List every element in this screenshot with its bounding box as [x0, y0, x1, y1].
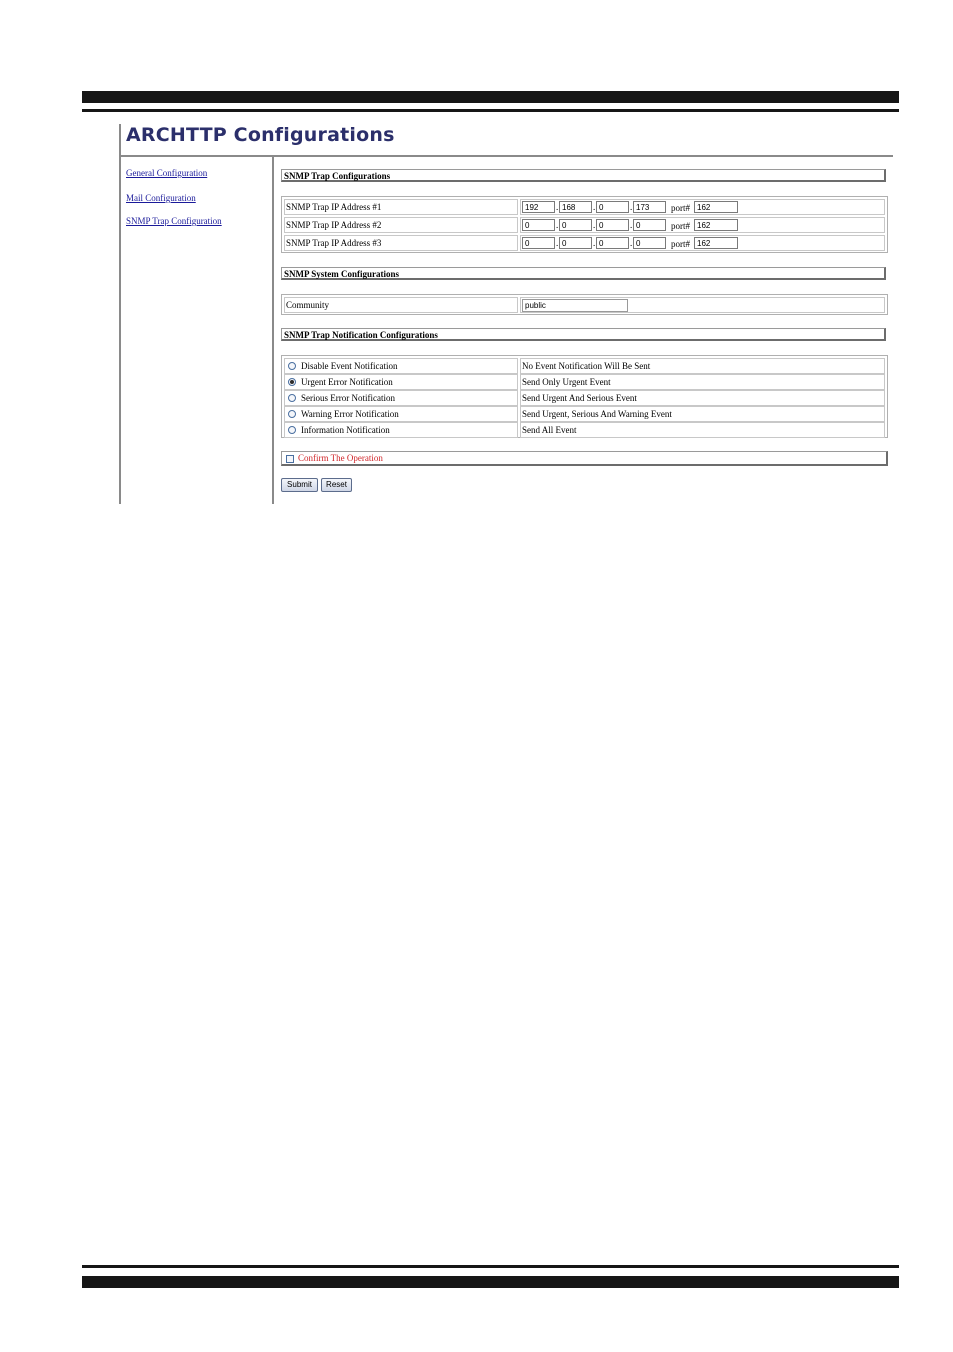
top-rule-thick — [82, 91, 899, 103]
frame-title-divider — [119, 155, 893, 157]
section-header-snmp-system: SNMP System Configurations — [281, 267, 886, 280]
trap-3-ip-octet-2[interactable]: 0 — [559, 237, 592, 249]
ip-separator: . — [593, 202, 596, 212]
notification-option[interactable] — [284, 390, 885, 406]
port-label: port# — [671, 221, 690, 231]
top-rule-thin — [82, 109, 899, 112]
trap-2-port-input[interactable]: 162 — [694, 219, 738, 231]
page-title: ARCHTTP Configurations — [126, 124, 395, 146]
radio-serious-error-notification[interactable] — [288, 394, 296, 402]
ip-separator: . — [630, 202, 633, 212]
ip-separator: . — [630, 238, 633, 248]
confirm-operation-row — [281, 451, 888, 466]
ip-separator: . — [556, 220, 559, 230]
community-label: Community — [284, 297, 518, 313]
trap-row-label: SNMP Trap IP Address #1 — [284, 199, 518, 215]
snmp-system-table — [281, 294, 888, 315]
ip-separator: . — [556, 238, 559, 248]
frame-nav-divider — [272, 156, 274, 504]
notification-option[interactable] — [284, 374, 885, 390]
trap-2-ip-octet-2[interactable]: 0 — [559, 219, 592, 231]
section-header-snmp-trap: SNMP Trap Configurations — [281, 169, 886, 182]
trap-1-ip-octet-4[interactable]: 173 — [633, 201, 666, 213]
trap-row-label: SNMP Trap IP Address #2 — [284, 217, 518, 233]
bottom-rule-thick — [82, 1276, 899, 1288]
notification-option-description: Send Urgent And Serious Event — [520, 390, 885, 406]
notification-option-label: Urgent Error Notification — [301, 377, 393, 387]
trap-row-ip-cell — [520, 217, 885, 233]
trap-3-ip-octet-3[interactable]: 0 — [596, 237, 629, 249]
community-row — [284, 297, 885, 313]
notification-option-description: No Event Notification Will Be Sent — [520, 358, 885, 374]
trap-row-1 — [284, 199, 885, 215]
submit-button[interactable]: Submit — [281, 478, 318, 492]
notification-option-description: Send Only Urgent Event — [520, 374, 885, 390]
trap-1-ip-octet-2[interactable]: 168 — [559, 201, 592, 213]
confirm-operation-label[interactable]: Confirm The Operation — [298, 453, 383, 463]
trap-1-port-input[interactable]: 162 — [694, 201, 738, 213]
trap-3-port-input[interactable]: 162 — [694, 237, 738, 249]
section-header-snmp-notification: SNMP Trap Notification Configurations — [281, 328, 886, 341]
notification-option-label: Disable Event Notification — [301, 361, 398, 371]
notification-option-cell — [284, 406, 518, 422]
notification-option-cell — [284, 358, 518, 374]
radio-information-notification[interactable] — [288, 426, 296, 434]
frame-left-border — [119, 124, 121, 504]
trap-row-ip-cell — [520, 199, 885, 215]
radio-urgent-error-notification[interactable] — [288, 378, 296, 386]
notification-option-description: Send All Event — [520, 422, 885, 438]
reset-button[interactable]: Reset — [321, 478, 352, 492]
community-cell — [520, 297, 885, 313]
nav-link-snmp-trap-configuration[interactable]: SNMP Trap Configuration — [126, 216, 222, 226]
nav-link-mail-configuration[interactable]: Mail Configuration — [126, 193, 196, 203]
trap-2-ip-octet-4[interactable]: 0 — [633, 219, 666, 231]
notification-option[interactable] — [284, 422, 885, 438]
snmp-trap-table — [281, 196, 888, 253]
notification-option-cell — [284, 374, 518, 390]
notification-option-cell — [284, 422, 518, 438]
trap-2-ip-octet-1[interactable]: 0 — [522, 219, 555, 231]
trap-row-label: SNMP Trap IP Address #3 — [284, 235, 518, 251]
trap-row-3 — [284, 235, 885, 251]
ip-separator: . — [593, 238, 596, 248]
port-label: port# — [671, 239, 690, 249]
radio-disable-event-notification[interactable] — [288, 362, 296, 370]
trap-row-ip-cell — [520, 235, 885, 251]
notification-option-label: Serious Error Notification — [301, 393, 395, 403]
trap-3-ip-octet-4[interactable]: 0 — [633, 237, 666, 249]
ip-separator: . — [593, 220, 596, 230]
radio-warning-error-notification[interactable] — [288, 410, 296, 418]
notification-option-label: Information Notification — [301, 425, 390, 435]
port-label: port# — [671, 203, 690, 213]
community-input[interactable]: public — [522, 299, 628, 312]
ip-separator: . — [630, 220, 633, 230]
trap-1-ip-octet-1[interactable]: 192 — [522, 201, 555, 213]
notification-option-description: Send Urgent, Serious And Warning Event — [520, 406, 885, 422]
bottom-rule-thin — [82, 1265, 899, 1268]
nav-link-general-configuration[interactable]: General Configuration — [126, 168, 208, 178]
trap-3-ip-octet-1[interactable]: 0 — [522, 237, 555, 249]
trap-row-2 — [284, 217, 885, 233]
notification-option-label: Warning Error Notification — [301, 409, 399, 419]
ip-separator: . — [556, 202, 559, 212]
trap-1-ip-octet-3[interactable]: 0 — [596, 201, 629, 213]
notification-option[interactable] — [284, 406, 885, 422]
trap-2-ip-octet-3[interactable]: 0 — [596, 219, 629, 231]
notification-option-cell — [284, 390, 518, 406]
notification-option[interactable] — [284, 358, 885, 374]
confirm-operation-checkbox[interactable] — [286, 455, 294, 463]
notification-table — [281, 355, 888, 438]
